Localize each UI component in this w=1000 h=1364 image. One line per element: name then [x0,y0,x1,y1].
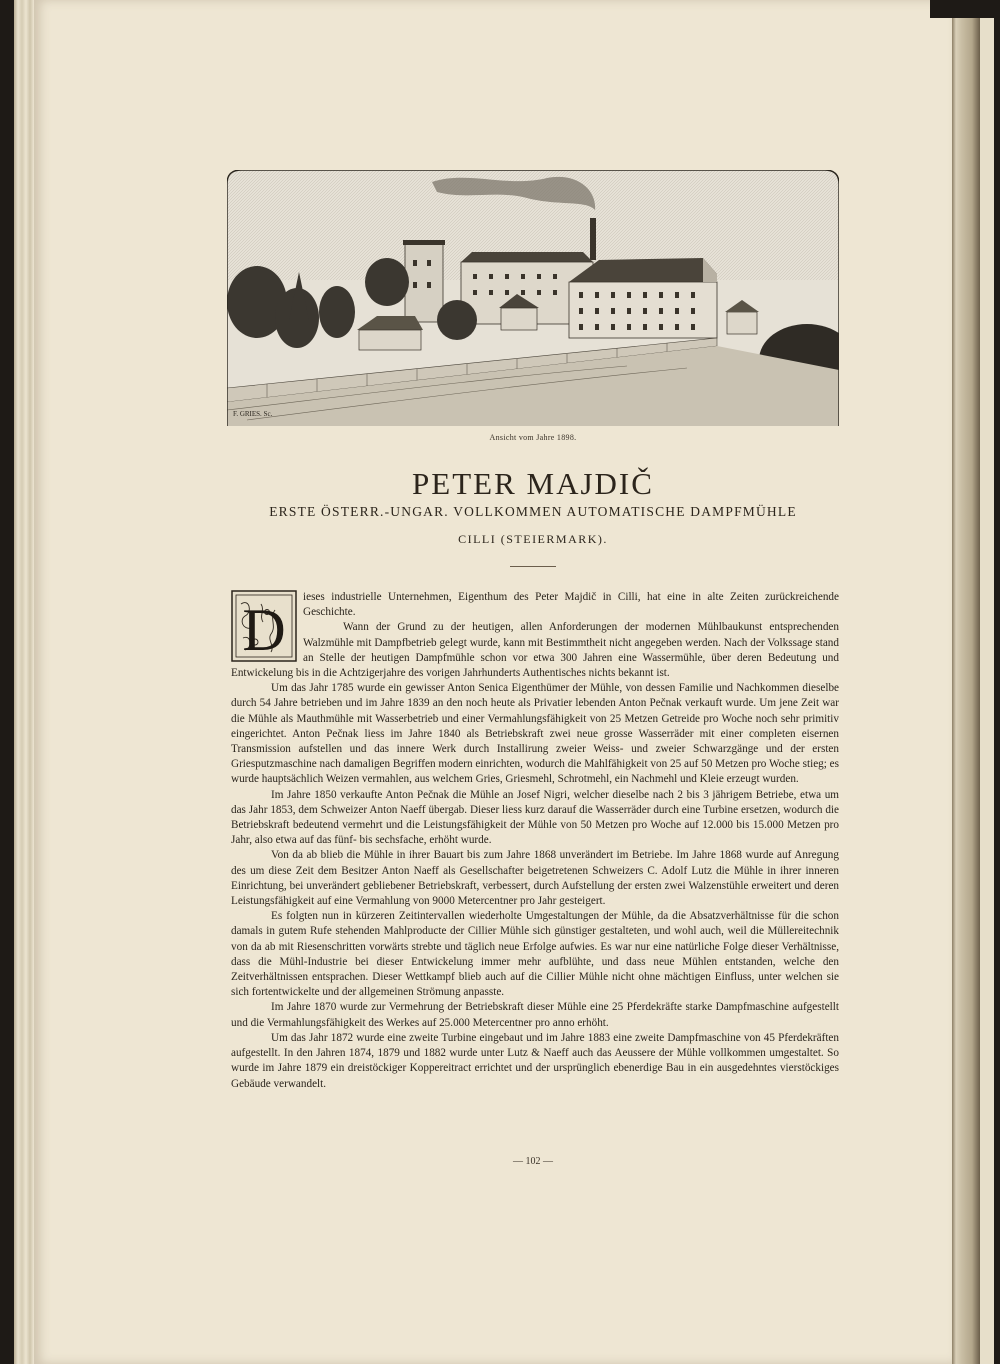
page-subtitle: ERSTE ÖSTERR.-UNGAR. VOLLKOMMEN AUTOMATISCHE DAMPFMÜHLE [269,504,797,519]
paragraph: Wann der Grund zu der heutigen, allen Anforderungen der modernen Mühlbaukunst entsprechenden Walzmühle mit Dampfbetrieb gelegt wurde, kann mit Bestimmtheit nicht angegeben werden. Nach der Volkssage stand an Stelle der heutigen Dampfmühle schon vor etwa 300 Jahren eine Wassermühle, über deren Bedeutung und Entwickelung bis in die Achtzigerjahre des vorigen Jahrhunderts Authentisches nichts bekannt ist. [231,621,839,680]
page-number: — 102 — [513,1156,553,1167]
svg-text:D: D [242,597,286,662]
paragraph: Es folgten nun in kürzeren Zeitintervallen wiederholte Umgestaltungen der Mühle, da die Absatzverhältnisse für die schon damals in gutem Rufe stehenden Mahlproducte der Cillier Mühle sich günstiger gestalteten, und wohl auch, weil die Müllereitechnik von da ab mit Riesenschritten vorwärts strebte und täglich neue Erfolge aufwies. Es war nur eine natürliche Folge dieser Verhältnisse, dass die Mühl-Industrie bei dieser Entwickelung immer mehr aufblühte, und dass neue Mühlen entstanden, welche den Zeitverhältnissen entsprachen. Dieser Wettkampf blieb auch auf die Cillier Mühle nicht ohne mächtigen Einfluss, unter welchen sie sich fortentwickelte und der allgemeinen Strömung anpasste. [231,910,839,999]
paragraph: ieses industrielle Unternehmen, Eigenthum des Peter Majdič in Cilli, hat eine in alte Zeiten zurückreichende Geschichte. [303,591,839,619]
illustration-caption: Ansicht vom Jahre 1898. [489,433,577,442]
paragraph: Um das Jahr 1872 wurde eine zweite Turbine eingebaut und im Jahre 1883 eine zweite Dampfmaschine von 45 Pferdekräften aufgestellt. In den Jahren 1874, 1879 und 1882 wurde unter Lutz & Naeff auch das Aeussere der Mühle vollkommen umgestaltet. So wurde im Jahre 1879 ein dreistöckiger Koppereitract errichtet und der ursprünglich ebenerdige Bau in ein ausgedehntes vierstöckiges Gebäude verwandelt. [231,1031,839,1090]
paragraph: Von da ab blieb die Mühle in ihrer Bauart bis zum Jahre 1868 unverändert im Betriebe. Im Jahre 1868 wurde auf Anregung des um diese Zeit dem Besitzer Anton Naeff als Gesellschafter beigetretenen Schweizers C. Adolf Lutz die Mühle in ihrer inneren Einrichtung, bei unverändert gebliebener Betriebskraft, verbessert, durch Aufstellung der ersten zwei Walzenstühle erweitert und deren Leistungsfähigkeit auf eine Vermahlung von 9000 Metercentner pro Jahr gesteigert. [231,849,839,908]
engraver-signature: F. GRIES. Sc. [233,410,273,418]
paragraph: Im Jahre 1870 wurde zur Vermehrung der Betriebskraft dieser Mühle eine 25 Pferdekräfte starke Dampfmaschine aufgestellt und die Vermahlungsfähigkeit des Werkes auf 25.000 Metercentner pro anno erhöht. [231,1001,839,1029]
page-title: PETER MAJDIČ [412,466,654,501]
facing-page-edge [952,0,980,1364]
chimney [590,218,596,260]
bookmark-tab [930,0,1000,18]
paragraph: Im Jahre 1850 verkaufte Anton Pečnak die Mühle an Josef Nigri, welcher dieselbe nach 2 bis 3 jährigem Betriebe, etwa um das Jahr 1853, dem Schweizer Anton Naeff übergab. Dieser liess kurz darauf die Wasserräder durch eine Turbine ersetzen, wodurch die Betriebskraft bedeutend vermehrt und die Leistungsfähigkeit der Mühle von 50 Metzen pro Woche auf 12.000 bis 15.000 Metzen pro Jahr, also etwa auf das fünf- bis sechsfache, erhöht wurde. [231,788,839,847]
tower [405,242,443,322]
location-line: CILLI (STEIERMARK). [458,532,608,546]
article-body [231,590,839,1092]
mill-engraving [227,170,839,426]
paragraph: Um das Jahr 1785 wurde ein gewisser Anton Senica Eigenthümer der Mühle, von dessen Familie und Nachkommen dieselbe durch 54 Jahre betrieben und im Jahre 1839 an den noch heute als Privatier lebenden Anton Pečnak verkauft wurde. Um jene Zeit war die Mühle als Mauthmühle mit Wasserbetrieb und einer Vermahlungsfähigkeit von 25 Metzen Getreide pro Woche noch sehr primitiv eingerichtet. Anton Pečnak liess im Jahre 1840 als Betriebskraft zwei neue grosse Wasserräder mit einer completen eisernen Transmission aufstellen und das innere Werk durch Installirung zweier Weiss- und zweier Schwarzgänge und der ersten Griesputzmaschine nach damaligen Begriffen modern einrichten, wodurch die Mahlfähigkeit von 25 auf 50 Metzen pro Woche stieg; es wurde hauptsächlich Weizen vermahlen, aus welchem Gries, Griesmehl, Schrotmehl, ein Nachmehl und Kleie erzeugt wurden. [231,682,839,786]
divider-rule [510,566,556,567]
